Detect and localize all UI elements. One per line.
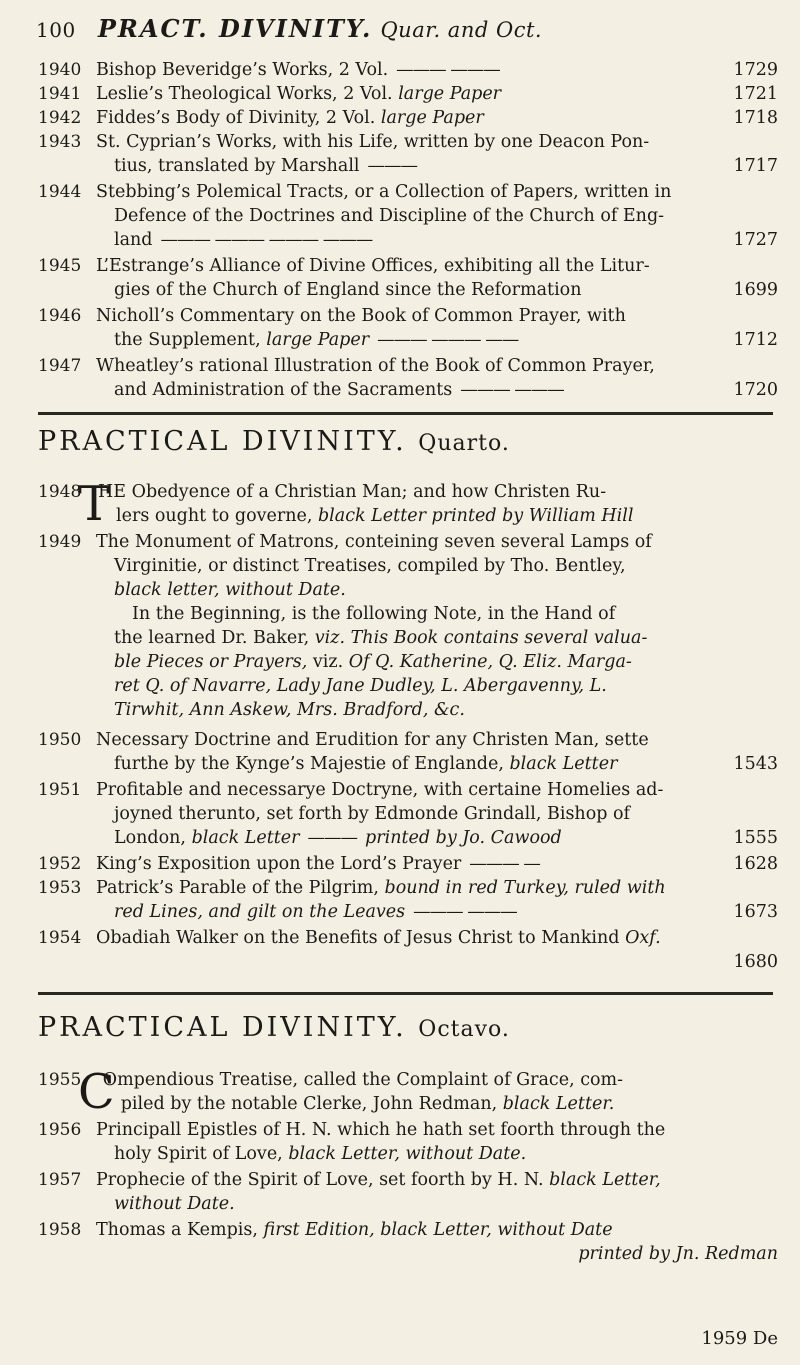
entry-text: Prophecie of the Spirit of Love, set foorth by H. N. [96, 1170, 550, 1190]
list-item: 1940 Bishop Beveridge’s Works, 2 Vol. ——— ——— 1729 [38, 60, 778, 80]
drop-cap: T [78, 476, 111, 532]
entry-note: black Letter [191, 828, 300, 848]
entry-text: Nicholl’s Commentary on the Book of Common Prayer, with [96, 306, 626, 326]
list-item: 1951 Profitable and necessarye Doctryne, with certaine Homelies ad- joyned therunto, set forth by Edmonde Grindall, Bishop of London, black Letter ——— printed by Jo. Cawood 1555 [38, 780, 778, 848]
entry-text: The Monument of Matrons, conteining seven several Lamps of [96, 532, 652, 552]
entry-year: 1543 [733, 754, 778, 774]
entry-number: 1946 [38, 306, 82, 326]
entry-annotation: Tirwhit, Ann Askew, Mrs. Bradford, &c. [114, 700, 465, 720]
entry-note: black Letter. [502, 1094, 615, 1114]
entry-year: 1717 [733, 156, 778, 176]
entry-number: 1945 [38, 256, 82, 276]
section-heading-octavo [38, 1012, 778, 1043]
entry-note: first Edition, black Letter, without Date [263, 1220, 613, 1240]
entry-year: 1628 [733, 854, 778, 874]
entry-text: Leslie’s Theological Works, 2 Vol. [96, 84, 399, 104]
entry-note: black Letter, [549, 1170, 661, 1190]
entry-text-cont: and Administration of the Sacraments [114, 380, 453, 400]
entry-note: black Letter [509, 754, 618, 774]
entry-number: 1948 [38, 482, 82, 502]
list-item [38, 1064, 778, 1120]
entry-year: 1718 [733, 108, 778, 128]
entry-text: Ompendious Treatise, called the Complaint of Grace, com- [102, 1070, 624, 1090]
running-format: Quar. and Oct. [380, 18, 543, 42]
entry-annotation: Of Q. Katherine, Q. Eliz. Marga- [348, 652, 632, 672]
drop-cap: C [78, 1064, 115, 1120]
entry-number: 1943 [38, 132, 82, 152]
entry-annotation: ret Q. of Navarre, Lady Jane Dudley, L. Abergavenny, L. [114, 676, 607, 696]
section-title: PRACTICAL DIVINITY. [38, 426, 407, 457]
section-format: Quarto. [418, 431, 510, 456]
entry-text: Stebbing’s Polemical Tracts, or a Collection of Papers, written in [96, 182, 672, 202]
entry-text: Profitable and necessarye Doctryne, with certaine Homelies ad- [96, 780, 664, 800]
list-item [38, 476, 778, 532]
entry-text-cont: lers ought to governe, [116, 506, 318, 526]
entry-note: black Letter, without Date. [288, 1144, 527, 1164]
catchword: 1959 De [701, 1328, 778, 1349]
entry-number: 1955 [38, 1070, 82, 1090]
divider [38, 412, 773, 415]
entry-number: 1950 [38, 730, 82, 750]
entry-text: Thomas a Kempis, [96, 1220, 264, 1240]
entry-year: 1555 [733, 828, 778, 848]
entry-number: 1954 [38, 928, 82, 948]
entry-number: 1951 [38, 780, 82, 800]
entry-year: 1680 [733, 952, 778, 972]
entry-year: 1699 [733, 280, 778, 300]
list-item [38, 1168, 778, 1216]
entry-text: Patrick’s Parable of the Pilgrim, [96, 878, 385, 898]
entry-text: Wheatley’s rational Illustration of the Book of Common Prayer, [96, 356, 655, 376]
list-item: 1953 Patrick’s Parable of the Pilgrim, bound in red Turkey, ruled with red Lines, and gilt on the Leaves ——— ——— 1673 [38, 878, 778, 922]
entry-note: red Lines, and gilt on the Leaves [114, 902, 406, 922]
entry-text: L’Estrange’s Alliance of Divine Offices, exhibiting all the Litur- [96, 256, 650, 276]
entry-text-cont: furthe by the Kynge’s Majestie of Englande, [114, 754, 510, 774]
entry-number: 1956 [38, 1120, 82, 1140]
entry-note: large Paper [380, 108, 484, 128]
entry-year: 1729 [733, 60, 778, 80]
entry-note: large Paper [266, 330, 370, 350]
entry-text: Bishop Beveridge’s Works, 2 Vol. [96, 60, 389, 80]
entry-number: 1944 [38, 182, 82, 202]
entry-number: 1952 [38, 854, 82, 874]
entry-text-cont: land [114, 230, 153, 250]
list-item [38, 1218, 778, 1266]
entry-text-cont: London, [114, 828, 192, 848]
entry-year: 1727 [733, 230, 778, 250]
section-format: Octavo. [418, 1017, 510, 1042]
list-item: 1952 King’s Exposition upon the Lord’s Prayer ——— — 1628 [38, 854, 778, 874]
section-heading-quarto [38, 426, 778, 457]
list-item [38, 106, 778, 130]
entry-text: Principall Epistles of H. N. which he hath set foorth through the [96, 1120, 666, 1140]
entry-note: printed by Jn. Redman [578, 1244, 778, 1264]
entry-annotation: In the Beginning, is the following Note, in the Hand of [132, 604, 616, 624]
entry-note: printed by Jo. Cawood [365, 828, 562, 848]
running-head [36, 14, 776, 43]
list-item: 1946 Nicholl’s Commentary on the Book of Common Prayer, with the Supplement, large Paper ——— ——— —— 1712 [38, 306, 778, 350]
running-title: PRACT. DIVINITY. [97, 14, 373, 43]
list-item [38, 728, 778, 776]
entry-year: 1720 [733, 380, 778, 400]
entry-annotation: viz. This Book contains several valua- [314, 628, 648, 648]
entry-number: 1957 [38, 1170, 82, 1190]
entry-note: Oxf. [625, 928, 661, 948]
entry-note: bound in red Turkey, ruled with [384, 878, 666, 898]
entry-annotation: ble Pieces or Prayers, [114, 652, 308, 672]
list-item: 1943 St. Cyprian’s Works, with his Life, written by one Deacon Pon- tius, translated by Marshall ——— 1717 [38, 132, 778, 176]
entry-annotation: viz. [307, 652, 349, 672]
entry-note: without Date. [114, 1194, 235, 1214]
entry-text-cont: gies of the Church of England since the Reformation [114, 280, 582, 300]
divider [38, 992, 773, 995]
entry-number: 1947 [38, 356, 82, 376]
entry-text: Fiddes’s Body of Divinity, 2 Vol. [96, 108, 381, 128]
entry-number: 1949 [38, 532, 82, 552]
list-item [38, 926, 778, 974]
entry-text-cont: piled by the notable Clerke, John Redman, [120, 1094, 503, 1114]
entry-year: 1673 [733, 902, 778, 922]
entry-number: 1940 [38, 60, 82, 80]
entry-year: 1721 [733, 84, 778, 104]
entry-text-cont: the Supplement, [114, 330, 267, 350]
entry-number: 1953 [38, 878, 82, 898]
entry-text-cont: joyned therunto, set forth by Edmonde Grindall, Bishop of [114, 804, 631, 824]
entry-text-cont: Virginitie, or distinct Treatises, compiled by Tho. Bentley, [114, 556, 626, 576]
entry-text: HE Obedyence of a Christian Man; and how Christen Ru- [98, 482, 607, 502]
list-item [38, 530, 778, 722]
entry-number: 1942 [38, 108, 82, 128]
list-item: 1944 Stebbing’s Polemical Tracts, or a Collection of Papers, written in Defence of the Doctrines and Discipline of the Church of Eng- land ——— ——— ——— ——— 1727 [38, 182, 778, 250]
list-item: 1947 Wheatley’s rational Illustration of the Book of Common Prayer, and Administration of the Sacraments ——— ——— 1720 [38, 356, 778, 400]
entry-text-cont: tius, translated by Marshall [114, 156, 360, 176]
list-item [38, 1118, 778, 1166]
entry-text: St. Cyprian’s Works, with his Life, written by one Deacon Pon- [96, 132, 650, 152]
entry-note: black letter, without Date. [114, 580, 346, 600]
list-item [38, 254, 778, 302]
entry-text-cont: holy Spirit of Love, [114, 1144, 289, 1164]
entry-text: Necessary Doctrine and Erudition for any Christen Man, sette [96, 730, 649, 750]
entry-number: 1958 [38, 1220, 82, 1240]
entry-text: King’s Exposition upon the Lord’s Prayer [96, 854, 462, 874]
entry-number: 1941 [38, 84, 82, 104]
entry-annotation: the learned Dr. Baker, [114, 628, 315, 648]
page-number: 100 [36, 18, 76, 42]
section-title: PRACTICAL DIVINITY. [38, 1012, 407, 1043]
entry-text: Obadiah Walker on the Benefits of Jesus Christ to Mankind [96, 928, 626, 948]
entry-year: 1712 [733, 330, 778, 350]
entry-note: black Letter printed by William Hill [317, 506, 634, 526]
entry-text-cont: Defence of the Doctrines and Discipline of the Church of Eng- [114, 206, 665, 226]
entry-note: large Paper [398, 84, 502, 104]
list-item [38, 82, 778, 106]
